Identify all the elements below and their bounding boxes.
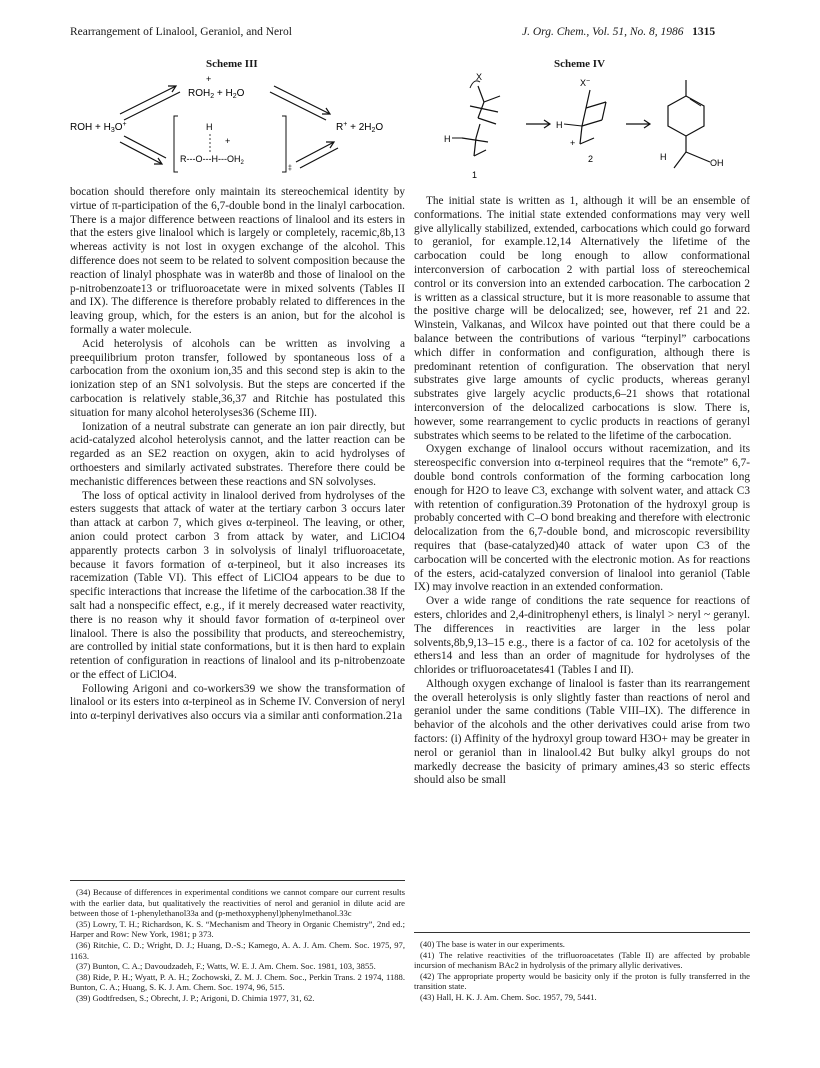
paragraph: Oxygen exchange of linalool occurs without racemization, and its stereospecific conversion into α-terpineol requires that the “remote” 6,7-double bond controls conformation of the forming carbocation long enough for H2O to leave C3, exchange with solvent water, and attack C3 with retention of configuration.39 Protonation of the hydroxyl group is probably concerted with C–O bond breaking and therefore with electronic delocalization from the 6,7-double bond, and microscopic reversibility requires that (base-catalyzed)40 attack of water upon C3 of the carbocation will be concerted with the electronic motion. As for reactions of the esters, acid-catalyzed conversion of linalool into geraniol (Table IX) may involve reaction in an extended conformation. — [414, 443, 750, 594]
compound-2-label: 2 — [588, 154, 594, 164]
footnote: (35) Lowry, T. H.; Richardson, K. S. “Mechanism and Theory in Organic Chemistry”, 2nd ed.; Harper and Row: New York, 1981; p 373. — [70, 918, 405, 940]
footnote-rule — [414, 932, 750, 933]
paragraph: Following Arigoni and co-workers39 we show the transformation of linalool or its esters into α-terpineol as in Scheme IV. Conversion of neryl into α-terpinyl derivatives also occurs via a similar anti conformation.21a — [70, 682, 405, 723]
footnote: (39) Godtfredsen, S.; Obrecht, J. P.; Arigoni, D. Chimia 1977, 31, 62. — [76, 992, 315, 1003]
footnotes-left — [70, 880, 405, 1004]
paragraph: Ionization of a neutral substrate can generate an ion pair directly, but acid-catalyzed alcohol heterolysis cannot, and the latter reaction can be regarded as an SE2 reaction on oxygen, akin to acid hydrolyses of orthoesters and similarly activated substrates. Therefore there could be mechanistic differences between these reactions and SN solvolyses. — [70, 420, 405, 488]
scheme-4-diagram — [440, 66, 740, 186]
svg-text:R---O---H---OH2: $R---O---H---OH_2$ — [180, 154, 244, 166]
footnotes-right — [414, 932, 750, 1003]
svg-text:+: + — [570, 138, 576, 148]
paragraph: The loss of optical activity in linalool derived from hydrolyses of the esters suggests that attack of water at the tertiary carbon 3 occurs later than attack at carbon 7, which gives α-terpineol. The leaving, or other, anion could protect carbon 3 from attack by water, and LiClO4 apparently protects carbon 3 in solvolysis of linalyl trifluoroacetate, because it favors formation of α-terpineol, but it also increases its racemization (Table VI). This effect of LiClO4 appears to be due to specific interactions that increase the lifetime of the carbocation.38 If the salt had a nonspecific effect, e.g., if it merely decreased water reactivity, there is no reason why it should favor formation of α-terpineol over linalool. There is also the possibility that products, and stereochemistry, are controlled by initial state conformations, but it is then hard to explain retention of configuration in reactions of linalool and its p-nitrobenzoate or the effect of LiClO4. — [70, 489, 405, 681]
footnote: (40) The base is water in our experiments. — [420, 939, 565, 949]
svg-text:‡: ‡ — [288, 165, 292, 172]
footnote: (37) Bunton, C. A.; Davoudzadeh, F.; Watts, W. E. J. Am. Chem. Soc. 1981, 103, 3855. — [76, 961, 376, 972]
svg-text:+: + — [206, 74, 212, 84]
page-number: 1315 — [692, 26, 716, 38]
footnote: (41) The relative reactivities of the trifluoroacetates (Table II) are affected by probable incursion of mechanism BAc2 in hydrolysis of the primary allylic derivatives. — [414, 949, 750, 971]
scheme-3-diagram — [70, 72, 410, 182]
svg-text:R+ + 2H2O: $R^+ + 2H_2O$ — [336, 121, 384, 134]
scheme-3-title: Scheme III — [206, 58, 258, 70]
footnote: (43) Hall, H. K. J. Am. Chem. Soc. 1957, 79, 5441. — [420, 991, 597, 1002]
footnote: (38) Ride, P. H.; Wyatt, P. A. H.; Zochowski, Z. M. J. Chem. Soc., Perkin Trans. 2 1974, 1188. Bunton, C. A.; Huang, S. K. J. Am. Chem. Soc. 1974, 96, 515. — [70, 971, 405, 993]
scheme-4-title: Scheme IV — [554, 58, 606, 70]
compound-1-label: 1 — [472, 170, 478, 180]
svg-text:ROH + H3O+: ROH + $H_3O^+$ — [70, 121, 127, 134]
svg-text:OH: OH — [710, 158, 724, 168]
left-column — [70, 186, 405, 724]
paragraph: Acid heterolysis of alcohols can be written as involving a preequilibrium proton transfer, followed by spontaneous loss of a carbocation from the oxonium ion,35 and this second step is akin to the ionization step of an SN1 solvolysis. But the steps are concerted if the carbocation is relatively stable,36,37 and Ritchie has postulated this situation for many alcohol heterolyses36 (Scheme III). — [70, 337, 405, 419]
footnote-rule — [70, 880, 405, 881]
footnote: (42) The appropriate property would be basicity only if the proton is fully transferred in the transition state. — [414, 970, 750, 992]
svg-text:H: H — [556, 120, 563, 130]
svg-text:H: H — [206, 122, 213, 132]
paragraph: bocation should therefore only maintain its stereochemical identity by virtue of π-participation of the 6,7-double bond in the linalyl carbocation. There is a major difference between reactions of linalool and its esters in that the esters give linalool which is largely or completely, racemic,8b,13 whereas activity is not lost in oxygen exchange of the alcohol. This difference does not seem to be related to solvent composition because the reaction of linalyl phosphate was in water8b and those of linalool on the p-nitrobenzoate13 or trifluoroacetate were in mixed solvents (Tables II and IX). The difference is therefore probably related to differences in the leaving group, which, for the esters is an anion, but for the alcohol is formally a water molecule. — [70, 186, 405, 336]
svg-text:ROH2 + H2O: $ROH_2 + H_2O$ — [188, 88, 245, 100]
right-column — [414, 195, 750, 788]
footnote: (34) Because of differences in experimental conditions we cannot compare our current results with the earlier data, but qualitatively the reactivities of nerol and geraniol in dilute acid are between those of 1-phenylethanol33a and (p-methoxyphenyl)phenylmethanol.33c — [70, 887, 405, 919]
svg-text:H: H — [660, 152, 667, 162]
running-header-left: Rearrangement of Linalool, Geraniol, and Nerol — [70, 26, 292, 38]
footnote: (36) Ritchie, C. D.; Wright, D. J.; Huang, D.-S.; Kamego, A. A. J. Am. Chem. Soc. 1975, 97, 1163. — [70, 939, 405, 961]
svg-text:H: H — [444, 134, 451, 144]
paragraph: Although oxygen exchange of linalool is faster than its rearrangement the overall heterolysis is only slightly faster than reactions of nerol and geraniol under the same conditions (Table VIII–IX). The difference in behavior of the alcohols and the other derivatives could arise from two factors: (i) Affinity of the hydroxyl group toward H3O+ may be greater in nerol or geraniol than in linalool.42 But bulky alkyl groups do not markedly decrease the basicity of primary amines,43 so steric effects should also be small — [414, 677, 750, 787]
svg-text:X: X — [476, 72, 483, 82]
paragraph: Over a wide range of conditions the rate sequence for reactions of esters, chlorides and 2,4-dinitrophenyl ethers, is linalyl > neryl ~ geranyl. The differences in reactivities are larger in the less polar solvents,8b,9,13–15 e.g., there is a factor of ca. 102 for acetolysis of the ethers14 and less than an order of magnitude for hydrolyses of the chlorides or trifluoroacetates41 (Tables I and II). — [414, 595, 750, 677]
svg-text:X−: X− — [580, 78, 591, 88]
svg-text:+: + — [225, 136, 231, 146]
paragraph: The initial state is written as 1, although it will be an ensemble of conformations. The initial state extended conformations may very well give allylically stabilized, extended, carbocations which could go forward to geraniol, for example.12,14 Alternatively the lifetime of the carbocation could be long enough to allow conformational interconversion of carbocation 2 with partial loss of stereochemical control or its conversion into an extended carbocation. The carbocation 2 is written as a classical structure, but it is more reasonable to assume that the positive charge will be delocalized; see, however, ref 21 and 22. Winstein, Valkanas, and Wilcox have pointed out that there could be a balance between the contributions of various “terpinyl” carbocations which differ in conformation and configuration, although there is predominant retention of configuration. The observation that neryl substrates give large amounts of cyclic products, whereas geranyl substrates give largely acyclic products,6–21 shows that rotational interconversion of the delocalized carbocations is slow. There is, however, some rearrangement to cyclic products in reactions of geranyl substrates which seems to be related to the lifetime of the carbocation. — [414, 195, 750, 442]
journal-citation: J. Org. Chem., Vol. 51, No. 8, 1986 — [522, 26, 684, 38]
running-header-right — [522, 26, 715, 38]
